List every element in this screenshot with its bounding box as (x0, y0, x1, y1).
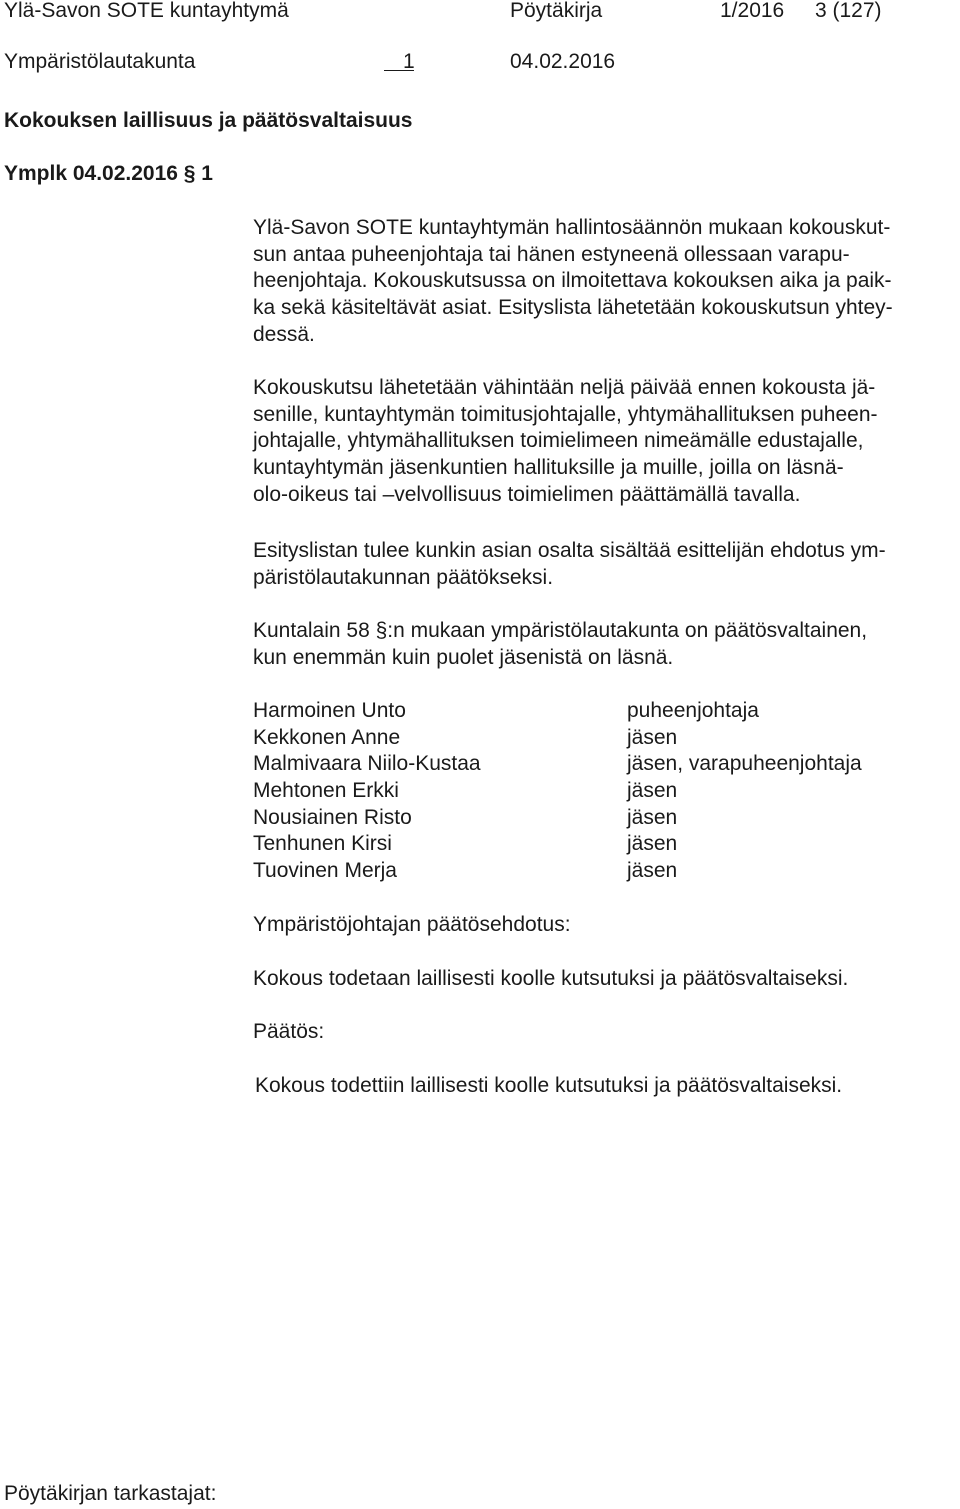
member-role: jäsen (627, 805, 678, 829)
paragraph-line: Ylä-Savon SOTE kuntayhtymän hallintosäännön mukaan kokouskut- (253, 216, 891, 239)
paragraph-quorum (253, 618, 953, 671)
paragraph-invitation-recipients (253, 375, 953, 509)
paragraph-line: senille, kuntayhtymän toimitusjohtajalle, yhtymähallituksen puheen- (253, 402, 878, 426)
member-row (253, 805, 953, 832)
section-reference: Ymplk 04.02.2016 § 1 (4, 162, 213, 185)
member-name: Nousiainen Risto (253, 805, 412, 829)
member-row (253, 725, 953, 752)
members-list (253, 698, 953, 885)
paragraph-line: Esityslistan tulee kunkin asian osalta sisältää esittelijän ehdotus ym- (253, 539, 886, 562)
paragraph-line: kun enemmän kuin puolet jäsenistä on läsnä. (253, 645, 674, 669)
member-role: jäsen (627, 725, 678, 749)
header-org: Ylä-Savon SOTE kuntayhtymä (4, 0, 289, 22)
member-role: jäsen, varapuheenjohtaja (627, 752, 862, 776)
paragraph-line: johtajalle, yhtymähallituksen toimielimeen nimeämälle edustajalle, (253, 429, 864, 453)
section-title: Kokouksen laillisuus ja päätösvaltaisuus (4, 109, 413, 132)
member-role: jäsen (627, 779, 678, 803)
paragraph-line: kuntayhtymän jäsenkuntien hallituksille ja muille, joilla on läsnä- (253, 456, 844, 480)
paragraph-line: olo-oikeus tai –velvollisuus toimielimen päättämällä tavalla. (253, 482, 801, 506)
proposal-text: Kokous todetaan laillisesti koolle kutsutuksi ja päätösvaltaiseksi. (253, 967, 849, 990)
member-name: Tuovinen Merja (253, 859, 397, 883)
header-section-number: 1 (403, 50, 415, 73)
member-name: Tenhunen Kirsi (253, 832, 392, 856)
member-row (253, 831, 953, 858)
paragraph-line: ka sekä käsiteltävät asiat. Esityslista lähetetään kokouskutsun yhtey- (253, 296, 893, 320)
paragraph-line: dessä. (253, 322, 315, 346)
member-name: Mehtonen Erkki (253, 779, 399, 803)
paragraph-meeting-invitation (253, 215, 953, 349)
member-row (253, 698, 953, 725)
decision-label: Päätös: (253, 1020, 325, 1043)
member-row (253, 778, 953, 805)
member-name: Kekkonen Anne (253, 725, 401, 749)
member-role: puheenjohtaja (627, 699, 759, 722)
header-underline (384, 70, 414, 71)
reviewers-label: Pöytäkirjan tarkastajat: (4, 1482, 217, 1505)
header-date: 04.02.2016 (510, 50, 616, 73)
paragraph-line: Kokouskutsu lähetetään vähintään neljä päivää ennen kokousta jä- (253, 376, 876, 399)
paragraph-line: heenjohtaja. Kokouskutsussa on ilmoitettava kokouksen aika ja paik- (253, 269, 892, 293)
paragraph-agenda (253, 538, 953, 591)
paragraph-line: päristölautakunnan päätökseksi. (253, 565, 554, 589)
member-role: jäsen (627, 832, 678, 856)
member-name: Malmivaara Niilo-Kustaa (253, 752, 481, 776)
paragraph-line: sun antaa puheenjohtaja tai hänen estyneenä ollessaan varapu- (253, 242, 850, 266)
header-doc-number: 1/2016 (720, 0, 785, 22)
member-role: jäsen (627, 859, 678, 883)
header-board: Ympäristölautakunta (4, 50, 196, 73)
decision-text: Kokous todettiin laillisesti koolle kutsutuksi ja päätösvaltaiseksi. (255, 1074, 843, 1097)
member-row (253, 751, 953, 778)
paragraph-line: Kuntalain 58 §:n mukaan ympäristölautakunta on päätösvaltainen, (253, 619, 868, 642)
header-doc-type: Pöytäkirja (510, 0, 603, 22)
header-page-number: 3 (127) (815, 0, 882, 22)
member-row (253, 858, 953, 885)
member-name: Harmoinen Unto (253, 699, 406, 722)
proposal-label: Ympäristöjohtajan päätösehdotus: (253, 913, 571, 936)
